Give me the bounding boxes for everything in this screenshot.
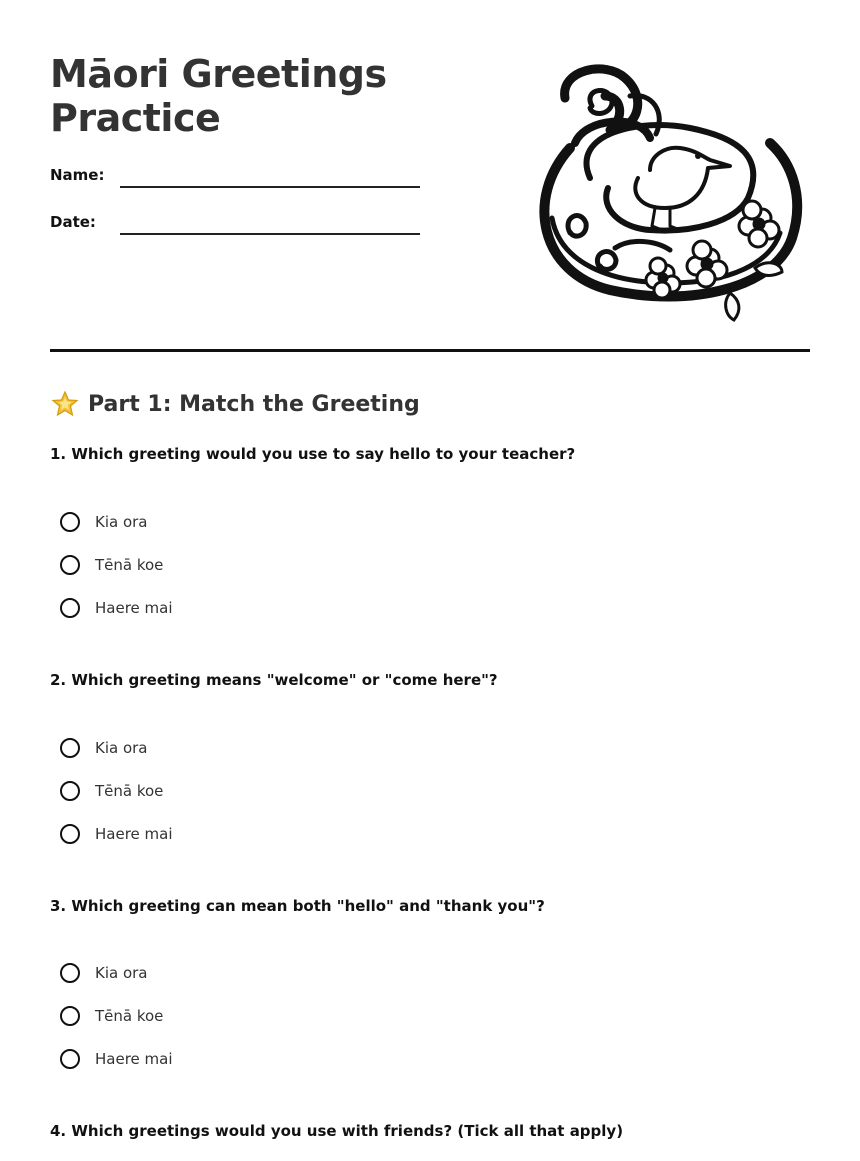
- title-line-1: Māori Greetings: [50, 52, 387, 96]
- option-label: Kia ora: [95, 964, 148, 982]
- q3-option-haere-mai[interactable]: [60, 1046, 173, 1072]
- option-label: Haere mai: [95, 825, 173, 843]
- radio-button[interactable]: [60, 824, 80, 844]
- flower-1: [739, 201, 779, 247]
- title-line-2: Practice: [50, 96, 221, 140]
- name-field[interactable]: [50, 164, 420, 188]
- name-write-line[interactable]: [120, 186, 420, 188]
- q2-option-tena-koe[interactable]: [60, 778, 163, 804]
- section-heading: [50, 387, 420, 421]
- radio-button[interactable]: [60, 1049, 80, 1069]
- q1-option-kia-ora[interactable]: [60, 509, 148, 535]
- question-4: 4. Which greetings would you use with friends? (Tick all that apply): [50, 1122, 624, 1140]
- option-label: Tēnā koe: [95, 1007, 164, 1025]
- q3-option-kia-ora[interactable]: [60, 960, 148, 986]
- radio-button[interactable]: [60, 598, 80, 618]
- q3-option-tena-koe[interactable]: [60, 1003, 163, 1029]
- date-write-line[interactable]: [120, 233, 420, 235]
- option-label: Haere mai: [95, 599, 173, 617]
- date-field[interactable]: [50, 211, 420, 235]
- name-label: Name:: [50, 166, 105, 184]
- header-divider: [50, 349, 810, 352]
- radio-button[interactable]: [60, 781, 80, 801]
- question-2: 2. Which greeting means "welcome" or "come here"?: [50, 671, 498, 689]
- radio-button[interactable]: [60, 555, 80, 575]
- star-icon: [50, 389, 80, 419]
- option-label: Tēnā koe: [95, 782, 164, 800]
- section-title: Part 1: Match the Greeting: [88, 391, 420, 417]
- radio-button[interactable]: [60, 738, 80, 758]
- question-1: 1. Which greeting would you use to say hello to your teacher?: [50, 445, 576, 463]
- radio-button[interactable]: [60, 963, 80, 983]
- option-label: Tēnā koe: [95, 556, 164, 574]
- kiwi-koru-illustration: [530, 58, 810, 323]
- radio-button[interactable]: [60, 512, 80, 532]
- q2-option-haere-mai[interactable]: [60, 821, 173, 847]
- page-title: [50, 52, 470, 140]
- date-label: Date:: [50, 213, 96, 231]
- option-label: Kia ora: [95, 739, 148, 757]
- option-label: Haere mai: [95, 1050, 173, 1068]
- q1-option-tena-koe[interactable]: [60, 552, 163, 578]
- q2-option-kia-ora[interactable]: [60, 735, 148, 761]
- q1-option-haere-mai[interactable]: [60, 595, 173, 621]
- radio-button[interactable]: [60, 1006, 80, 1026]
- option-label: Kia ora: [95, 513, 148, 531]
- question-3: 3. Which greeting can mean both "hello" and "thank you"?: [50, 897, 545, 915]
